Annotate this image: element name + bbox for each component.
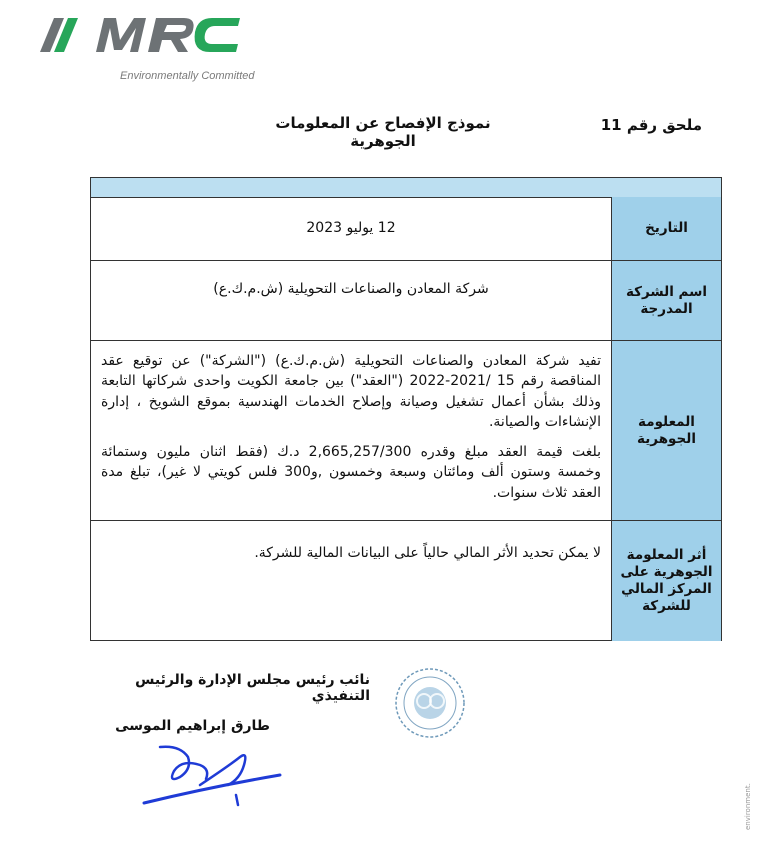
table-row-company xyxy=(91,261,721,341)
table-header-bar xyxy=(91,178,721,198)
disclosure-table xyxy=(90,177,722,641)
material-info-paragraph-2: بلغت قيمة العقد مبلغ وقدره 2,665,257/300 د.ك (فقط اثنان مليون وستمائة وخمسة وستون ألف ومائتان وسبعة وخمسون ,و300 فلس كويتي لا غير)، تبلغ مدة العقد ثلاث سنوات. xyxy=(101,444,601,501)
row-value-financial-impact xyxy=(91,521,611,641)
financial-impact-text: لا يمكن تحديد الأثر المالي حالياً على البيانات المالية للشركة. xyxy=(254,545,601,561)
handwritten-signature-icon xyxy=(140,735,290,810)
annex-title: ملحق رقم 11 xyxy=(600,116,702,134)
stamp-seal-icon xyxy=(384,665,476,745)
signatory-title: نائب رئيس مجلس الإدارة والرئيس التنفيذي xyxy=(135,672,370,704)
row-value-company xyxy=(91,261,611,340)
signatory-name: طارق إبراهيم الموسى xyxy=(115,718,270,734)
material-info-paragraph-1: تفيد شركة المعادن والصناعات التحويلية (ش.م.ك.ع) ("الشركة") عن توقيع عقد المناقصة رقم 15 /2021-2022 ("العقد") بين جامعة الكويت واحدى شركاتها التابعة وذلك بشأن أعمال تشغيل وصيانة وإصلاح الخدمات الهندسية بموقع الشويخ ، إدارة الإنشاءات والصيانة. xyxy=(101,353,601,430)
mrc-logo-mark-icon xyxy=(40,10,270,70)
row-label-company: اسم الشركة المدرجة xyxy=(611,261,721,340)
row-label-date: التاريخ xyxy=(611,197,721,260)
company-stamp xyxy=(384,665,476,745)
row-value-date: 12 يوليو 2023 xyxy=(306,220,396,237)
form-title: نموذج الإفصاح عن المعلومات الجوهرية xyxy=(275,114,491,150)
table-row-date xyxy=(91,197,721,261)
row-label-material-info: المعلومة الجوهرية xyxy=(611,341,721,520)
row-value-material-info xyxy=(91,341,611,520)
side-note: environment. xyxy=(744,783,752,830)
table-row-material-info xyxy=(91,341,721,521)
table-row-financial-impact xyxy=(91,521,721,641)
company-logo xyxy=(40,10,270,90)
company-name: شركة المعادن والصناعات التحويلية (ش.م.ك.ع) xyxy=(213,281,489,297)
row-label-financial-impact: أثر المعلومة الجوهرية على المركز المالي للشركة xyxy=(611,521,721,641)
logo-tagline: Environmentally Committed xyxy=(120,70,255,82)
